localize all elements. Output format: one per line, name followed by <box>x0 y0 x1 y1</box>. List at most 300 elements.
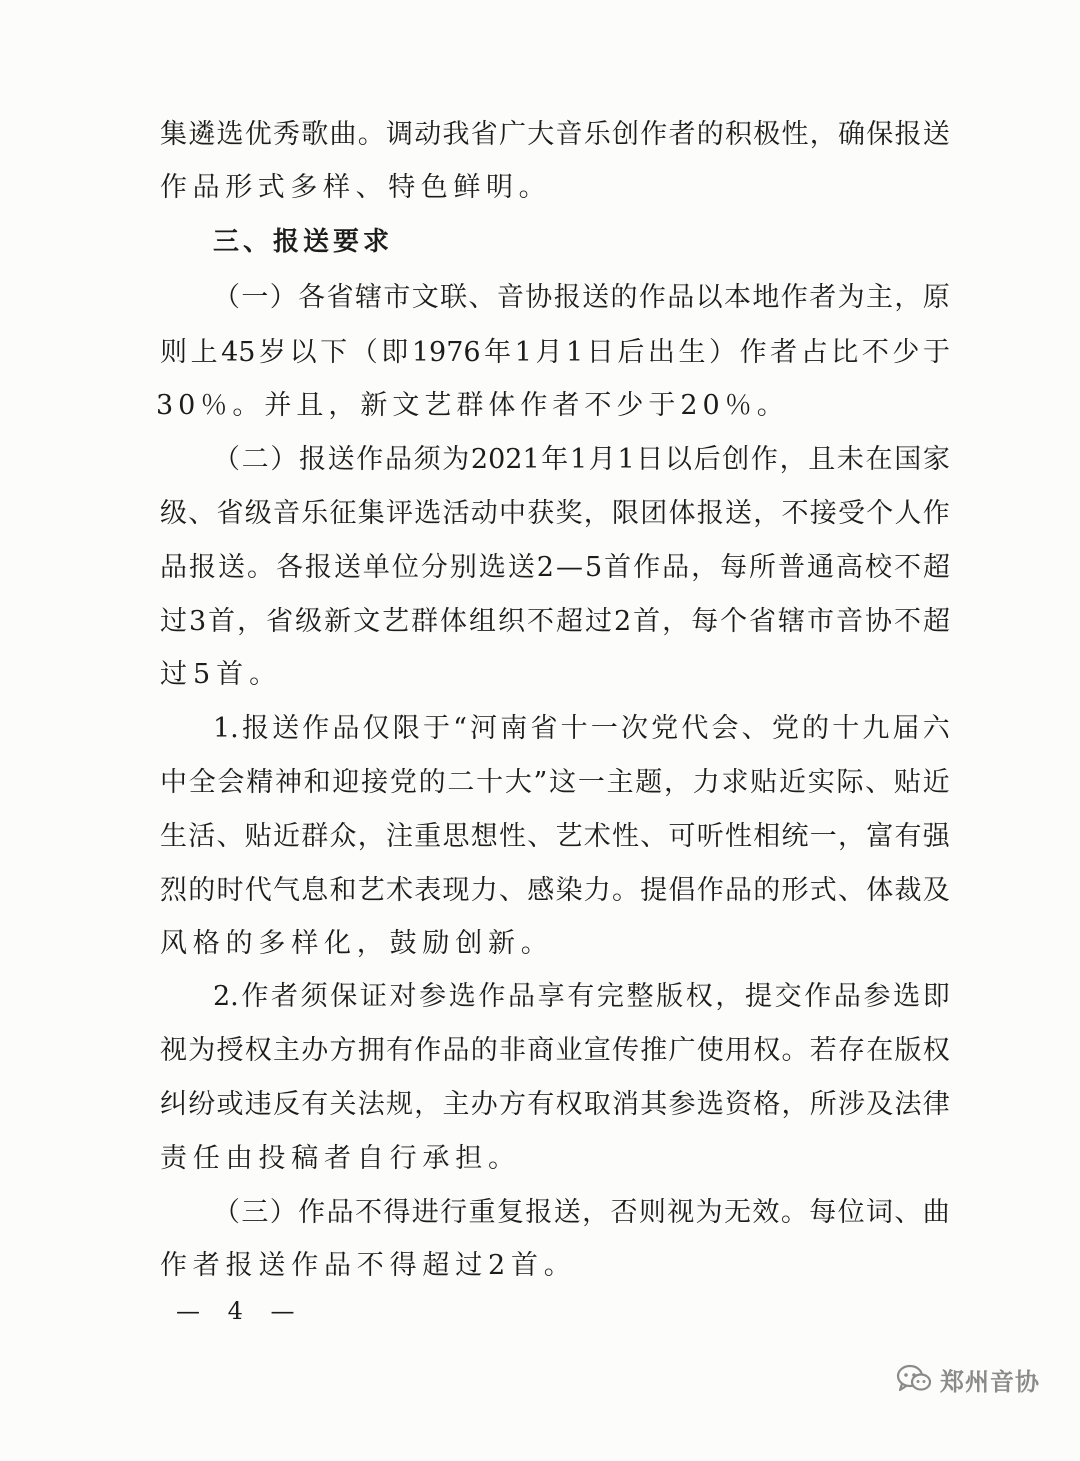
glyph: 确 <box>838 119 865 150</box>
glyph: 超 <box>922 606 950 637</box>
glyph: 办 <box>301 1035 329 1066</box>
glyph: 关 <box>329 1089 357 1120</box>
glyph: 性 <box>499 821 526 852</box>
glyph: 实 <box>807 767 835 798</box>
glyph: 权 <box>753 1035 781 1066</box>
glyph: 艺 <box>382 606 410 637</box>
glyph: 于 <box>422 713 450 744</box>
glyph: 文 <box>353 606 381 637</box>
glyph: 以 <box>695 282 723 313</box>
glyph: 业 <box>555 1035 583 1066</box>
glyph: 为 <box>188 1035 216 1066</box>
glyph: 作 <box>638 282 666 313</box>
glyph: 5 <box>584 552 603 583</box>
glyph: 织 <box>498 606 525 637</box>
glyph: 年 <box>541 444 569 475</box>
glyph: 辖 <box>778 606 806 637</box>
glyph: （ <box>350 337 378 368</box>
glyph: 、 <box>838 875 865 906</box>
text-line <box>160 551 950 585</box>
glyph: 报 <box>553 282 581 313</box>
glyph: 二 <box>241 444 269 475</box>
glyph: 音 <box>555 119 583 150</box>
glyph: 会 <box>217 767 245 798</box>
glyph: 证 <box>359 981 387 1012</box>
glyph: 极 <box>753 119 781 150</box>
glyph: 生 <box>678 337 706 368</box>
glyph: 党 <box>651 713 679 744</box>
glyph: 拥 <box>357 1035 385 1066</box>
glyph: 反 <box>273 1089 300 1120</box>
glyph: 品 <box>326 1197 354 1228</box>
glyph: 的 <box>610 282 638 313</box>
glyph: 人 <box>894 498 922 529</box>
watermark-text: 郑州音协 <box>940 1367 1040 1396</box>
glyph: 九 <box>862 713 890 744</box>
glyph: 送 <box>582 282 610 313</box>
glyph: 品 <box>332 713 360 744</box>
glyph: 岁 <box>259 337 287 368</box>
glyph: 协 <box>525 282 553 313</box>
glyph: 提 <box>640 875 668 906</box>
glyph: 参 <box>419 981 447 1012</box>
glyph: 分 <box>420 552 448 583</box>
glyph: 保 <box>866 119 894 150</box>
glyph: 新 <box>324 606 352 637</box>
glyph: 方 <box>499 1089 526 1120</box>
glyph: 45 <box>221 337 256 368</box>
glyph: 主 <box>273 1035 300 1066</box>
glyph: 生 <box>160 821 187 852</box>
glyph: 提 <box>745 981 773 1012</box>
glyph: 选 <box>448 981 476 1012</box>
glyph: 、 <box>640 821 668 852</box>
glyph: 律 <box>922 1089 950 1120</box>
glyph: 报 <box>894 119 922 150</box>
wechat-icon <box>896 1363 932 1395</box>
text-line <box>160 605 950 639</box>
glyph: 代 <box>244 875 272 906</box>
glyph: 者 <box>770 337 798 368</box>
glyph: 、 <box>188 498 216 529</box>
glyph: 积 <box>725 119 752 150</box>
glyph: 曲 <box>922 1197 950 1228</box>
glyph: 视 <box>160 1035 187 1066</box>
glyph: 则 <box>160 337 187 368</box>
glyph: 纷 <box>188 1089 216 1120</box>
glyph: 秀 <box>273 119 300 150</box>
glyph: 创 <box>722 444 750 475</box>
glyph: 用 <box>725 1035 752 1066</box>
glyph: 不 <box>893 552 921 583</box>
glyph: 我 <box>442 119 470 150</box>
glyph: 主 <box>606 767 634 798</box>
glyph: 于 <box>922 337 950 368</box>
glyph: 十 <box>476 767 504 798</box>
glyph: 比 <box>831 337 859 368</box>
glyph: 商 <box>527 1035 555 1066</box>
glyph: 参 <box>863 981 891 1012</box>
glyph: （ <box>213 444 240 475</box>
glyph: （ <box>213 282 240 313</box>
glyph: ， <box>809 119 837 150</box>
glyph: 不 <box>526 606 554 637</box>
glyph: 行 <box>440 1197 468 1228</box>
glyph: 报 <box>696 498 724 529</box>
glyph: 神 <box>274 767 302 798</box>
glyph: 不 <box>861 337 889 368</box>
glyph: 使 <box>696 1035 724 1066</box>
text-line <box>160 766 950 800</box>
glyph: 1976 <box>411 337 481 368</box>
glyph: 党 <box>771 713 799 744</box>
glyph: 歌 <box>301 119 329 150</box>
watermark <box>896 1361 1040 1397</box>
text-line: 过5首。 <box>160 659 283 690</box>
glyph: 所 <box>809 1089 837 1120</box>
glyph: 无 <box>724 1197 752 1228</box>
glyph: 个 <box>866 498 894 529</box>
glyph: 集 <box>357 498 385 529</box>
glyph: 有 <box>527 1089 555 1120</box>
glyph: 复 <box>496 1197 524 1228</box>
glyph: 不 <box>354 1197 382 1228</box>
glyph: 作 <box>780 282 808 313</box>
glyph: 文 <box>411 282 439 313</box>
glyph: 遴 <box>188 119 216 150</box>
glyph: 的 <box>470 1035 498 1066</box>
text-line: 风格的多样化，鼓励创新。 <box>160 928 554 959</box>
glyph: 迎 <box>332 767 360 798</box>
glyph: 2021 <box>470 444 540 475</box>
glyph: 作 <box>804 981 832 1012</box>
text-line <box>160 336 950 370</box>
glyph: 保 <box>330 981 358 1012</box>
glyph: 的 <box>696 119 724 150</box>
glyph: 术 <box>386 875 413 906</box>
glyph: 超 <box>555 606 583 637</box>
glyph: 未 <box>836 444 864 475</box>
text-line: 作品形式多样、特色鲜明。 <box>160 172 552 203</box>
glyph: 性 <box>612 821 639 852</box>
glyph: 家 <box>922 444 950 475</box>
glyph: 作 <box>696 875 724 906</box>
glyph: 三 <box>241 1197 269 1228</box>
glyph: 宣 <box>583 1035 611 1066</box>
glyph: 乐 <box>583 119 611 150</box>
glyph: 本 <box>724 282 752 313</box>
glyph: 日 <box>636 444 664 475</box>
glyph: 纠 <box>160 1089 187 1120</box>
glyph: 地 <box>752 282 780 313</box>
glyph: 时 <box>216 875 244 906</box>
glyph: 近 <box>922 767 950 798</box>
glyph: 省 <box>216 498 244 529</box>
glyph: 在 <box>865 444 893 475</box>
glyph: 联 <box>440 282 468 313</box>
glyph: 大 <box>527 119 555 150</box>
glyph: 艺 <box>555 821 583 852</box>
glyph: 享 <box>537 981 565 1012</box>
glyph: 级 <box>244 498 272 529</box>
glyph: 作 <box>640 119 668 150</box>
text-line <box>213 281 950 315</box>
glyph: 首 <box>208 606 236 637</box>
glyph: 相 <box>753 821 781 852</box>
glyph: 、 <box>499 875 526 906</box>
glyph: ， <box>662 606 690 637</box>
glyph: 仅 <box>362 713 390 744</box>
glyph: 大 <box>504 767 532 798</box>
glyph: 创 <box>612 119 639 150</box>
glyph: 者 <box>271 981 299 1012</box>
glyph: 作 <box>633 552 661 583</box>
glyph: 际 <box>836 767 864 798</box>
glyph: 题 <box>635 767 663 798</box>
glyph: 裁 <box>894 875 922 906</box>
glyph: 日 <box>586 337 614 368</box>
glyph: ， <box>715 981 743 1012</box>
glyph: 省 <box>266 606 294 637</box>
glyph: 者 <box>668 119 696 150</box>
glyph: ， <box>664 767 692 798</box>
glyph: “ <box>453 713 467 744</box>
glyph: 奖 <box>555 498 583 529</box>
glyph: 的 <box>418 767 446 798</box>
glyph: 品 <box>384 444 412 475</box>
glyph: 音 <box>496 282 524 313</box>
glyph: 位 <box>837 1197 865 1228</box>
glyph: 河 <box>470 713 498 744</box>
glyph: 术 <box>583 821 611 852</box>
glyph: 。 <box>612 875 639 906</box>
glyph: 少 <box>892 337 920 368</box>
glyph: 权 <box>685 981 713 1012</box>
glyph: 每 <box>691 606 719 637</box>
glyph: ） <box>269 1197 297 1228</box>
glyph: 送 <box>217 552 245 583</box>
glyph: 为 <box>837 282 865 313</box>
glyph: 集 <box>160 119 187 150</box>
glyph: （ <box>213 1197 240 1228</box>
glyph: 近 <box>273 821 300 852</box>
glyph: 超 <box>922 552 950 583</box>
text-line <box>213 712 950 746</box>
glyph: 不 <box>893 606 921 637</box>
glyph: 送 <box>507 552 535 583</box>
glyph: 受 <box>838 498 865 529</box>
glyph: 二 <box>447 767 475 798</box>
glyph: 各 <box>298 282 326 313</box>
glyph: 省 <box>530 713 558 744</box>
glyph: 音 <box>273 498 300 529</box>
glyph: 作 <box>302 713 330 744</box>
glyph: 送 <box>333 552 361 583</box>
glyph: 报 <box>298 444 326 475</box>
glyph: 上 <box>190 337 218 368</box>
glyph: 原 <box>922 282 950 313</box>
glyph: 市 <box>383 282 411 313</box>
glyph: 否 <box>610 1197 638 1228</box>
glyph: 省 <box>470 119 498 150</box>
glyph: 资 <box>725 1089 752 1120</box>
glyph: 六 <box>922 713 950 744</box>
glyph: 作 <box>241 981 269 1012</box>
glyph: 词 <box>865 1197 893 1228</box>
glyph: 、 <box>894 1197 922 1228</box>
glyph: 接 <box>809 498 837 529</box>
glyph: 及 <box>866 1089 894 1120</box>
glyph: 以 <box>289 337 317 368</box>
glyph: 则 <box>638 1197 666 1228</box>
glyph: 强 <box>922 821 950 852</box>
glyph: 各 <box>275 552 303 583</box>
glyph: 对 <box>389 981 417 1012</box>
glyph: 作 <box>739 337 767 368</box>
glyph: 贴 <box>750 767 778 798</box>
section-heading: 三、报送要求 <box>213 227 394 257</box>
glyph: 品 <box>667 282 695 313</box>
glyph: 级 <box>295 606 323 637</box>
glyph: ， <box>781 1089 809 1120</box>
glyph: 方 <box>329 1035 357 1066</box>
glyph: 、 <box>865 767 893 798</box>
glyph: 、 <box>468 282 496 313</box>
glyph: ） <box>709 337 737 368</box>
glyph: 音 <box>836 606 863 637</box>
glyph: 完 <box>596 981 624 1012</box>
glyph: 辖 <box>354 282 382 313</box>
glyph: 月 <box>535 337 563 368</box>
glyph: 性 <box>781 119 809 150</box>
text-line <box>213 1196 950 1230</box>
glyph: 及 <box>922 875 950 906</box>
glyph: 。 <box>780 1197 808 1228</box>
glyph: 作 <box>922 498 950 529</box>
glyph: 统 <box>781 821 809 852</box>
glyph: 气 <box>273 875 300 906</box>
glyph: 须 <box>413 444 441 475</box>
glyph: 主 <box>865 282 893 313</box>
text-line: 责任由投稿者自行承担。 <box>160 1143 521 1174</box>
text-line: 作者报送作品不得超过2首。 <box>160 1250 577 1281</box>
glyph: 中 <box>499 498 526 529</box>
glyph: 法 <box>894 1089 922 1120</box>
glyph: 即 <box>922 981 950 1012</box>
glyph: 国 <box>894 444 922 475</box>
glyph: 为 <box>695 1197 723 1228</box>
glyph: 在 <box>866 1035 894 1066</box>
glyph: 形 <box>781 875 809 906</box>
glyph: 1 <box>566 337 584 368</box>
glyph: 别 <box>449 552 477 583</box>
glyph: 选 <box>696 1089 724 1120</box>
glyph: 1 <box>514 337 532 368</box>
glyph: 下 <box>320 337 348 368</box>
glyph: 精 <box>246 767 274 798</box>
glyph: 全 <box>188 767 216 798</box>
glyph: 、 <box>741 713 769 744</box>
glyph: ， <box>582 1197 610 1228</box>
glyph: 选 <box>216 119 244 150</box>
glyph: 获 <box>527 498 555 529</box>
glyph: 烈 <box>160 875 187 906</box>
glyph: 选 <box>478 552 506 583</box>
glyph: 贴 <box>244 821 272 852</box>
glyph: 年 <box>484 337 512 368</box>
glyph: 选 <box>893 981 921 1012</box>
glyph: 表 <box>414 875 442 906</box>
glyph: 力 <box>470 875 498 906</box>
glyph: 注 <box>386 821 413 852</box>
glyph: 不 <box>781 498 809 529</box>
glyph: 体 <box>866 875 894 906</box>
glyph: 其 <box>640 1089 668 1120</box>
glyph: 权 <box>244 1035 272 1066</box>
glyph: 代 <box>681 713 709 744</box>
glyph: 首 <box>633 606 661 637</box>
glyph: 思 <box>442 821 470 852</box>
glyph: 授 <box>216 1035 244 1066</box>
glyph: 交 <box>774 981 802 1012</box>
glyph: 体 <box>440 606 468 637</box>
glyph: 会 <box>711 713 739 744</box>
text-line <box>213 980 950 1014</box>
glyph: 曲 <box>329 119 357 150</box>
glyph: 违 <box>244 1089 272 1120</box>
glyph: 群 <box>301 821 329 852</box>
glyph: 视 <box>667 1197 695 1228</box>
glyph: 动 <box>470 498 498 529</box>
glyph: 1. <box>213 713 239 744</box>
glyph: 市 <box>807 606 835 637</box>
glyph: 性 <box>725 821 752 852</box>
glyph: 版 <box>656 981 684 1012</box>
glyph: ， <box>357 821 385 852</box>
glyph: 富 <box>866 821 894 852</box>
glyph: 送 <box>272 713 300 744</box>
glyph: 普 <box>778 552 806 583</box>
glyph: 这 <box>549 767 577 798</box>
glyph: 取 <box>583 1089 611 1120</box>
glyph: 优 <box>244 119 272 150</box>
glyph: 征 <box>329 498 357 529</box>
glyph: ， <box>753 498 781 529</box>
glyph: 规 <box>386 1089 413 1120</box>
glyph: ， <box>691 552 719 583</box>
glyph: 的 <box>188 875 216 906</box>
glyph: 送 <box>553 1197 581 1228</box>
glyph: 得 <box>383 1197 411 1228</box>
glyph: 首 <box>604 552 632 583</box>
glyph: 送 <box>725 498 752 529</box>
glyph: 求 <box>721 767 749 798</box>
glyph: 且 <box>808 444 836 475</box>
glyph: 1 <box>617 444 635 475</box>
text-line <box>160 497 950 531</box>
glyph: 近 <box>778 767 806 798</box>
glyph: 月 <box>588 444 616 475</box>
glyph: ， <box>583 498 611 529</box>
glyph: 报 <box>188 552 216 583</box>
glyph: 品 <box>833 981 861 1012</box>
glyph: 限 <box>612 498 639 529</box>
glyph: — <box>555 552 583 583</box>
glyph: 。 <box>781 1035 809 1066</box>
glyph: 以 <box>664 444 692 475</box>
glyph: 一 <box>577 767 605 798</box>
glyph: 协 <box>864 606 892 637</box>
